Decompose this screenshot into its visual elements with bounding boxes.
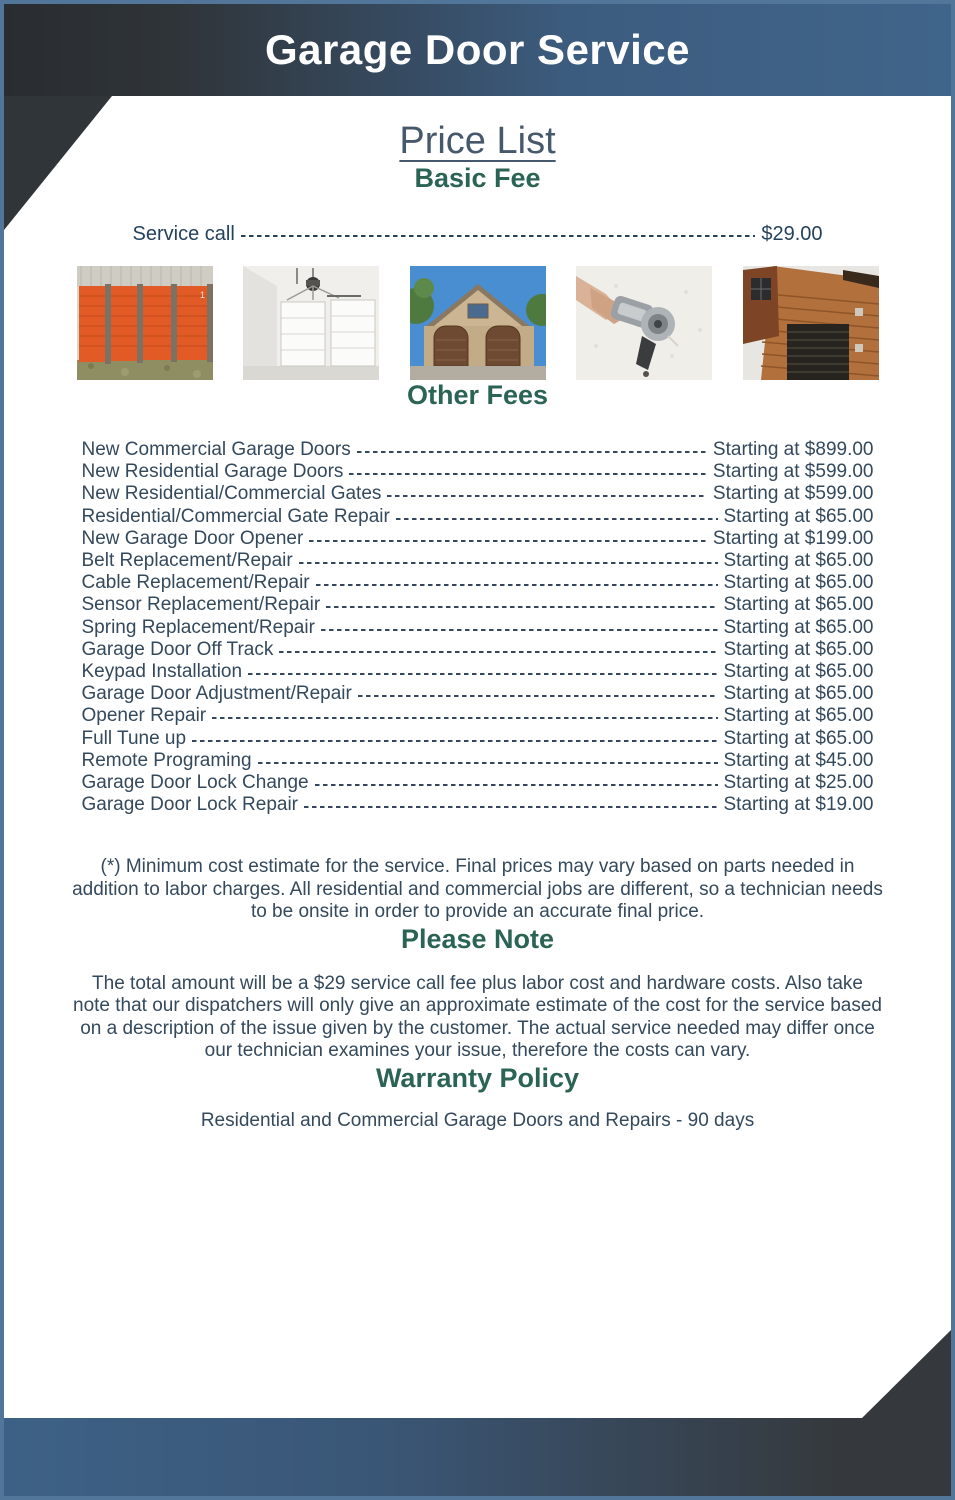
fee-row: Sensor Replacement/Repair Starting at $65.00 [81,594,874,616]
fee-row: Garage Door Lock Change Starting at $25.00 [81,771,874,793]
other-fees-heading: Other Fees [406,380,549,410]
fee-row: Full Tune up Starting at $65.00 [81,727,874,749]
dash-leader [358,695,718,697]
fee-row: Spring Replacement/Repair Starting at $65.00 [81,616,874,638]
dash-leader [387,495,707,497]
fee-row: New Residential/Commercial Gates Starting at $599.00 [81,483,874,505]
svg-text:1: 1 [199,290,205,300]
fee-row: Keypad Installation Starting at $65.00 [81,660,874,682]
fee-row: New Garage Door Opener Starting at $199.00 [81,527,874,549]
dash-leader [309,540,707,542]
fee-row: Garage Door Adjustment/Repair Starting at $65.00 [81,683,874,705]
orange-storage-doors-photo [77,266,213,380]
warranty-body: Residential and Commercial Garage Doors and Repairs - 90 days [200,1109,755,1131]
please-note-body: The total amount will be a $29 service call fee plus labor cost and hardware costs. Also take note that our dispatchers will only give an approximate estimate of the cost for the service based on a description of the issue given by the customer. The actual service needed may differ once our technician examines your issue, therefore the costs can vary. [73,972,882,1062]
wooden-house-roller-door-photo [743,266,879,380]
dash-leader [299,562,718,564]
fee-row: New Commercial Garage Doors Starting at $899.00 [81,439,874,461]
photo-strip [77,266,879,380]
price-list-heading: Price List [399,120,556,162]
dash-leader [279,651,717,653]
technician-tool-photo [576,266,712,380]
fee-row: Cable Replacement/Repair Starting at $65.00 [81,572,874,594]
service-call-price: $29.00 [761,222,823,245]
dash-leader [258,762,718,764]
dash-leader [212,717,717,719]
dash-leader [241,235,756,237]
dash-leader [316,584,718,586]
service-call-label: Service call [132,222,235,245]
fine-print: (*) Minimum cost estimate for the service. Final prices may vary based on parts needed in addition to labor charges. All residential and commercial jobs are different, so a technician needs to be onsite in order to provide an accurate final price. [72,856,883,923]
house-double-garage-photo [410,266,546,380]
basic-fee-heading: Basic Fee [414,163,541,193]
fee-row: Garage Door Lock Repair Starting at $19.00 [81,794,874,816]
dash-leader [396,518,718,520]
fee-list [82,439,874,816]
warranty-heading: Warranty Policy [375,1062,580,1093]
fee-row: Garage Door Off Track Starting at $65.00 [81,638,874,660]
fee-row: Opener Repair Starting at $65.00 [81,705,874,727]
service-call-row [133,222,823,246]
dash-leader [349,473,707,475]
dash-leader [192,740,717,742]
fee-row: New Residential Garage Doors Starting at $599.00 [81,461,874,483]
fee-row: Belt Replacement/Repair Starting at $65.00 [81,550,874,572]
dash-leader [315,784,718,786]
bottom-band-decoration [4,1326,951,1496]
fee-row: Remote Programing Starting at $45.00 [81,749,874,771]
dash-leader [248,673,717,675]
dash-leader [321,629,718,631]
dash-leader [304,806,718,808]
content [4,4,951,1132]
please-note-heading: Please Note [400,923,555,954]
garage-interior-opener-photo [243,266,379,380]
dash-leader [326,606,717,608]
page-title: Garage Door Service [264,26,691,73]
dash-leader [357,451,707,453]
fee-row: Residential/Commercial Gate Repair Starting at $65.00 [81,505,874,527]
